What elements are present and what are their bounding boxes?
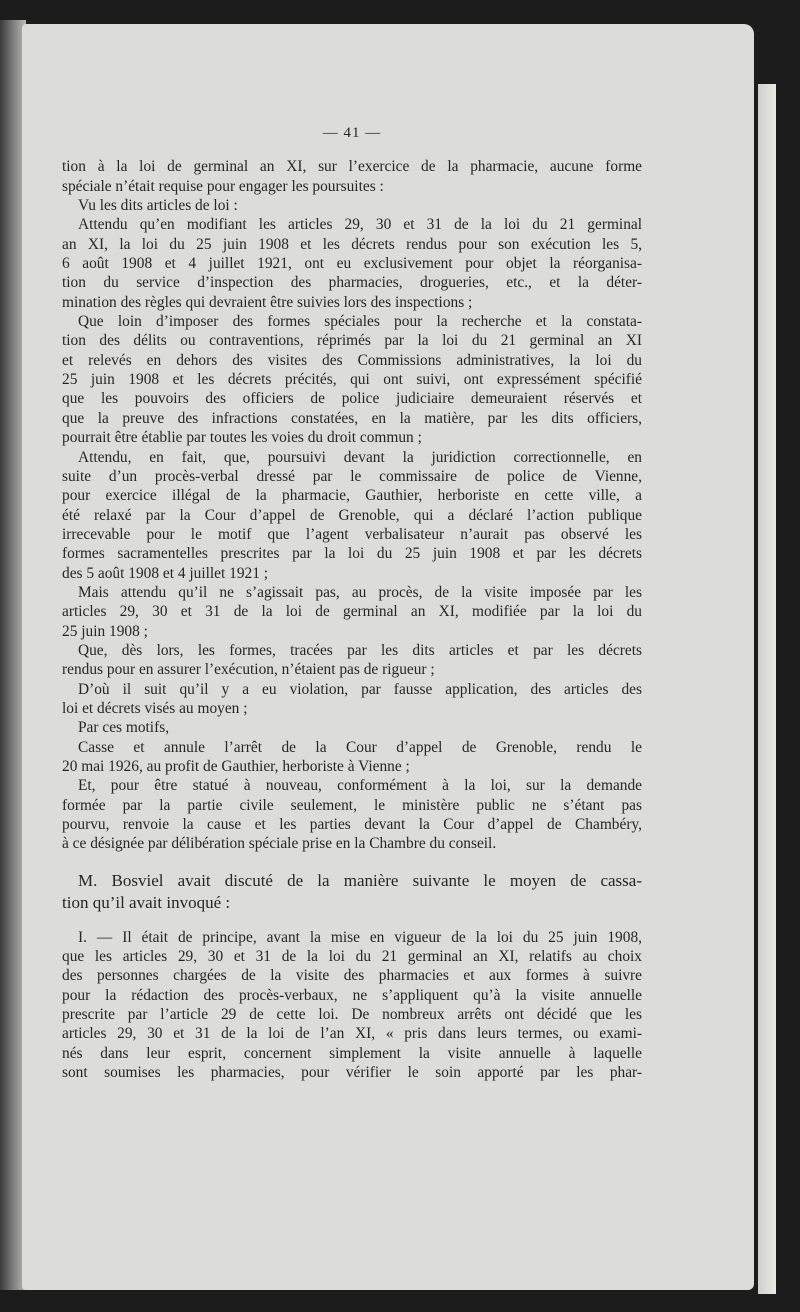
text-line: formée par la partie civile seulement, le ministère public ne s’étant pas <box>62 796 642 814</box>
text-line: formes sacramentelles prescrites par la loi du 25 juin 1908 et par les décrets <box>62 545 642 563</box>
text-line: Mais attendu qu’il ne s’agissait pas, au procès, de la visite imposée par les <box>78 583 642 601</box>
text-line: et relevés en dehors des visites des Commissions administratives, la loi du <box>62 351 642 369</box>
text-line: pour exercice illégal de la pharmacie, Gauthier, herboriste en cette ville, a <box>62 487 642 505</box>
judgment-text <box>62 157 642 853</box>
paragraph-gap <box>62 914 642 928</box>
text-line: pourvu, renvoie la cause et les parties devant la Cour d’appel de Chambéry, <box>62 816 642 834</box>
text-line: 25 juin 1908 et les décrets précités, qui ont suivi, ont expressément spécifié <box>62 371 642 389</box>
text-line: I. — Il était de principe, avant la mise en vigueur de la loi du 25 juin 1908, <box>78 928 642 946</box>
text-line: suite d’un procès-verbal dressé par le commissaire de police de Vienne, <box>62 467 642 485</box>
page-right-edge <box>758 84 776 1294</box>
text-line: des personnes chargées de la visite des pharmacies et aux formes à suivre <box>62 967 642 985</box>
argument-text <box>62 928 642 1083</box>
text-line: D’où il suit qu’il y a eu violation, par fausse application, des articles des <box>78 680 642 698</box>
page-text <box>62 124 642 1082</box>
text-line: prescrite par l’article 29 de cette loi. De nombreux arrêts ont décidé que les <box>62 1006 642 1024</box>
text-line: rendus pour en assurer l’exécution, n’étaient pas de rigueur ; <box>62 661 435 679</box>
text-line: loi et décrets visés au moyen ; <box>62 699 248 717</box>
text-line: articles 29, 30 et 31 de la loi de l’an XI, « pris dans leurs termes, ou exami- <box>62 1025 642 1043</box>
text-line: que les articles 29, 30 et 31 de la loi du 21 germinal an XI, relatifs au choix <box>62 948 642 966</box>
text-line: Et, pour être statué à nouveau, conformément à la loi, sur la demande <box>78 777 642 795</box>
text-line: 6 août 1908 et 4 juillet 1921, ont eu exclusivement pour objet la réorganisa- <box>62 255 642 273</box>
text-line: pourrait être établie par toutes les voies du droit commun ; <box>62 429 422 447</box>
text-line: tion qu’il avait invoqué : <box>62 892 231 912</box>
text-line: tion des délits ou contraventions, réprimés par la loi du 21 germinal an XI <box>62 332 642 350</box>
text-line: M. Bosviel avait discuté de la manière suivante le moyen de cassa- <box>78 870 642 890</box>
text-line: sont soumises les pharmacies, pour vérifier le soin apporté par les phar- <box>62 1064 642 1082</box>
text-line: irrecevable pour le motif que l’agent verbalisateur n’aurait pas observé les <box>62 525 642 543</box>
text-line: an XI, la loi du 25 juin 1908 et les décrets rendus pour son exécution les 5, <box>62 235 642 253</box>
page-number: — 41 — <box>322 125 382 141</box>
text-line: des 5 août 1908 et 4 juillet 1921 ; <box>62 564 269 582</box>
text-line: 25 juin 1908 ; <box>62 622 148 640</box>
text-line: été relaxé par la Cour d’appel de Grenoble, qui a déclaré l’action publique <box>62 506 642 524</box>
text-line: tion à la loi de germinal an XI, sur l’exercice de la pharmacie, aucune forme <box>62 158 642 176</box>
text-line: Par ces motifs, <box>78 719 170 737</box>
text-line: Que, dès lors, les formes, tracées par les dits articles et par les décrets <box>78 641 642 659</box>
text-line: articles 29, 30 et 31 de la loi de germinal an XI, modifiée par la loi du <box>62 603 642 621</box>
text-line: Que loin d’imposer des formes spéciales pour la recherche et la constata- <box>78 313 642 331</box>
text-line: Casse et annule l’arrêt de la Cour d’appel de Grenoble, rendu le <box>78 738 642 756</box>
text-line: Attendu qu’en modifiant les articles 29, 30 et 31 de la loi du 21 germinal <box>78 216 642 234</box>
text-line: nés dans leur esprit, concernent simplement la visite annuelle à laquelle <box>62 1044 642 1062</box>
text-line: 20 mai 1926, au profit de Gauthier, herboriste à Vienne ; <box>62 758 410 775</box>
text-line: à ce désignée par délibération spéciale prise en la Chambre du conseil. <box>62 835 497 853</box>
text-line: spéciale n’était requise pour engager les poursuites : <box>62 177 384 195</box>
text-line: pour la rédaction des procès-verbaux, ne s’appliquent qu’à la visite annuelle <box>62 986 642 1004</box>
text-line: que la preuve des infractions constatées, en la matière, par les dits officiers, <box>62 409 642 427</box>
text-line: mination des règles qui devraient être suivies lors des inspections ; <box>62 293 473 311</box>
text-line: Vu les dits articles de loi : <box>78 197 238 215</box>
section-heading <box>62 870 642 914</box>
text-line: que les pouvoirs des officiers de police judiciaire demeuraient réservés et <box>62 390 642 408</box>
text-line: tion du service d’inspection des pharmacies, drogueries, etc., et la déter- <box>62 274 642 292</box>
text-line: Attendu, en fait, que, poursuivi devant la juridiction correctionnelle, en <box>78 448 642 466</box>
